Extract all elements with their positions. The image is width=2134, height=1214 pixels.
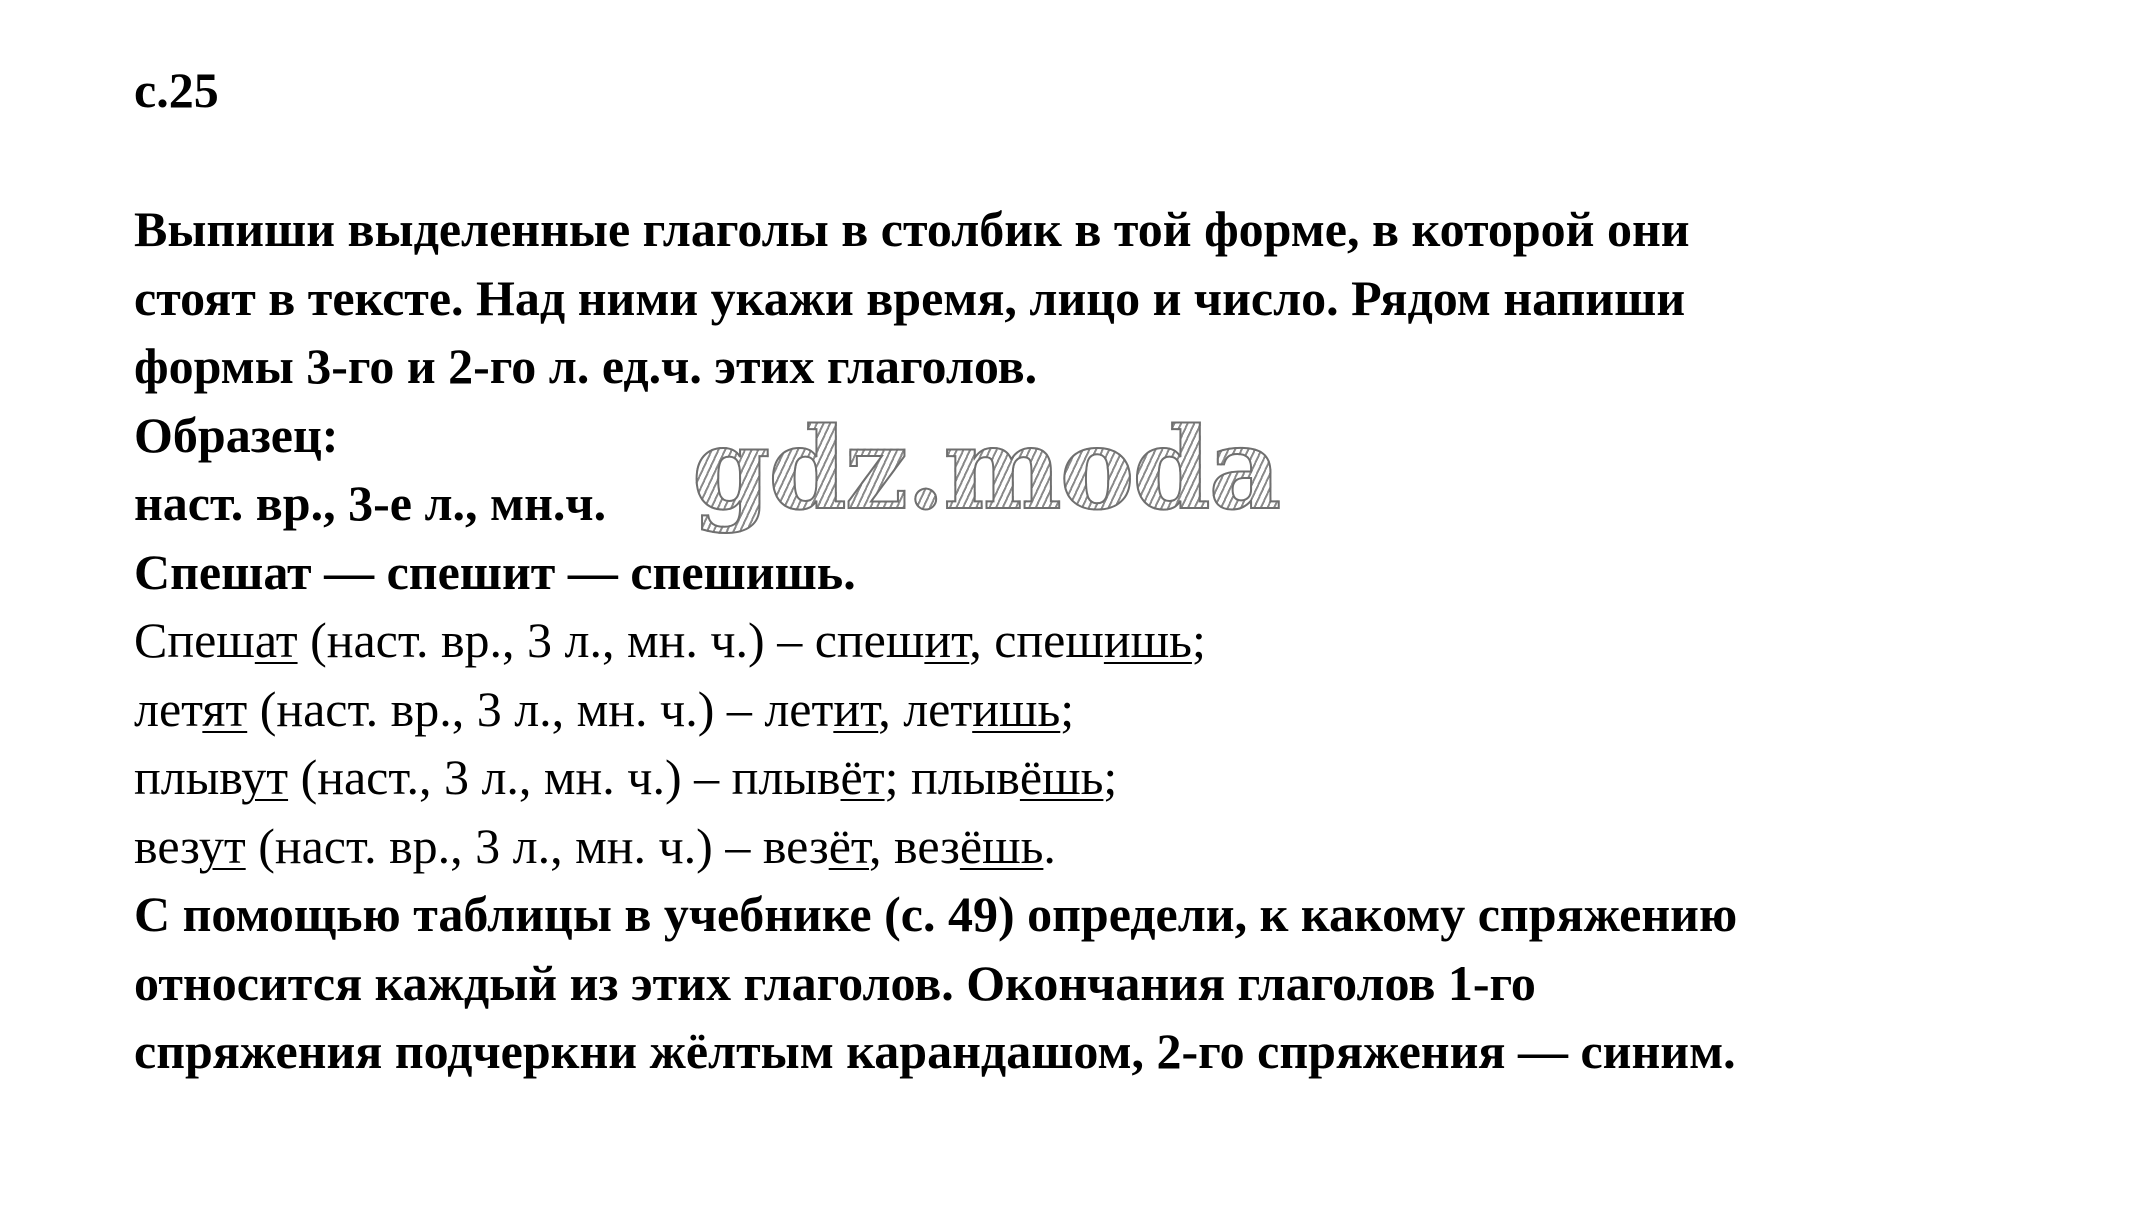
verb-ending: ят [202, 680, 248, 737]
task-1-instruction [134, 195, 2094, 401]
grammar-info: (наст. вр., 3 л., мн. ч.) – [247, 680, 765, 737]
sample-grammar: наст. вр., 3-е л., мн.ч. [134, 475, 607, 531]
answer-block [134, 606, 2094, 880]
form-2nd-stem: спеш [994, 612, 1104, 668]
line-end: . [1043, 817, 1056, 874]
task-2-line: С помощью таблицы в учебнике (с. 49) определи, к какому спряжению [134, 886, 1738, 942]
sample-forms: Спешат — спешит — спешишь. [134, 543, 856, 600]
form-2nd-ending: ёшь [959, 817, 1044, 874]
form-3rd-ending: ит [833, 680, 879, 737]
answer-line [134, 812, 2094, 881]
task-1-line: формы 3-го и 2-го л. ед.ч. этих глаголов. [134, 338, 1038, 394]
form-3rd-ending: ёт [840, 749, 885, 805]
form-3rd-stem: вез [762, 817, 829, 874]
separator: , [878, 680, 904, 737]
grammar-info: (наст. вр., 3 л., мн. ч.) – [245, 817, 763, 874]
task-2-line: относится каждый из этих глаголов. Окончания глаголов 1-го [134, 954, 1536, 1011]
form-2nd-ending: ёшь [1019, 749, 1104, 805]
answer-line [134, 675, 2094, 744]
form-3rd-stem: плыв [731, 749, 841, 805]
verb-ending: ут [241, 749, 289, 805]
verb-stem: плыв [134, 749, 242, 805]
verb-stem: лет [134, 680, 203, 737]
task-1-line: Выпиши выделенные глаголы в столбик в той форме, в которой они [134, 201, 1690, 257]
task-1-line: стоят в тексте. Над ними укажи время, лицо и число. Рядом напиши [134, 269, 1686, 326]
form-2nd-stem: лет [903, 680, 973, 737]
separator: , [969, 612, 995, 668]
form-2nd-ending: ишь [972, 680, 1061, 737]
grammar-info: (наст. вр., 3 л., мн. ч.) – [297, 612, 815, 668]
form-3rd-stem: лет [764, 680, 834, 737]
form-3rd-ending: ит [924, 612, 970, 668]
form-2nd-ending: ишь [1103, 612, 1192, 668]
task-2-line: спряжения подчеркни жёлтым карандашом, 2-го спряжения — синим. [134, 1023, 1736, 1079]
page-number: с.25 [134, 62, 219, 118]
verb-ending: ат [254, 612, 298, 668]
separator: ; [884, 749, 911, 805]
line-end: ; [1191, 612, 1206, 668]
form-3rd-stem: спеш [814, 612, 925, 668]
answer-line [134, 606, 2094, 675]
sample-heading: Образец: [134, 406, 339, 463]
separator: , [869, 817, 894, 874]
task-2-instruction [134, 880, 2094, 1086]
form-3rd-ending: ёт [828, 817, 869, 874]
form-2nd-stem: вез [894, 817, 960, 874]
verb-stem: вез [134, 817, 199, 874]
grammar-info: (наст., 3 л., мн. ч.) – [288, 749, 732, 805]
sample-block [134, 401, 2094, 607]
answer-line [134, 743, 2094, 812]
line-end: ; [1103, 749, 1118, 805]
line-end: ; [1060, 680, 1075, 737]
verb-ending: ут [198, 817, 246, 874]
verb-stem: Спеш [134, 612, 255, 668]
watermark-logo: gdz.moda [692, 404, 1280, 535]
page-content [134, 195, 2094, 1086]
form-2nd-stem: плыв [910, 749, 1020, 805]
